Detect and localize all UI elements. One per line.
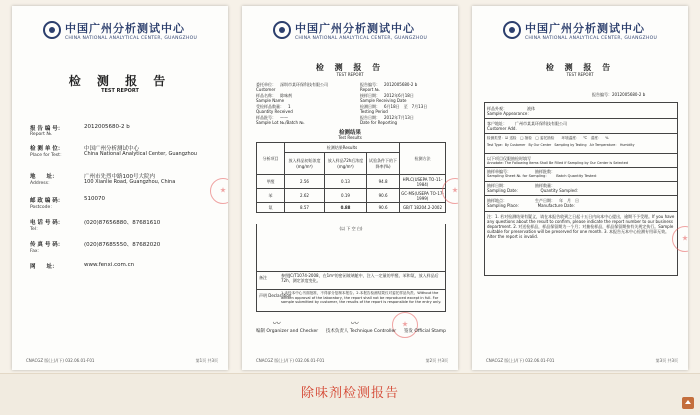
col-header: 试验条件下的下降率(%) (367, 153, 400, 175)
field-report-no: 报 告 编 号： Report №. 2012005680-2 b (30, 124, 130, 137)
col-header: 放入样品72h后浓度 (mg/m³) (324, 153, 366, 175)
blank-note: (以 下 空 白) (339, 226, 363, 231)
report-info-page[interactable] (472, 6, 688, 370)
signature-row (256, 328, 446, 334)
table-row: 氨 8.57 0.88 90.6 GB/T 18204.2-2002 (257, 203, 446, 213)
official-stamp-icon (392, 312, 418, 338)
report-title-en: TEST REPORT (566, 72, 594, 77)
blank-area (256, 224, 446, 272)
field-tel: 电 话 号 码： Tel： (020)87656880、87681610 (30, 220, 161, 232)
center-emblem-icon (273, 21, 291, 39)
report-cover-page[interactable] (12, 6, 228, 370)
table-row: 苯 2.62 0.19 90.6 GC-MS(USEPA TO-17-1999) (257, 189, 446, 203)
col-header: 分析项目 (257, 143, 285, 175)
page-number: 第2页 共3页 (425, 358, 448, 363)
table-row: 甲醛 2.56 0.13 94.8 HPLC(USEPA TO-11-1984) (257, 175, 446, 189)
page-footer: CNACGZ 版(上)/(下) 032.06.01-F01 (256, 358, 325, 363)
col-header: 检测方法 (400, 143, 446, 175)
declaration-text: 1.未经本中心书面批准，不得部分复制本报告。2.本报告检测结果仅对委托样品负责。Without the written approval of the laboratory, the report shall not be reproduced except in full. For sample submitted by customer, the results of the report is responsible for the entry only. (281, 291, 442, 305)
results-table (256, 142, 446, 213)
field-fax: 传 真 号 码： Fax： (020)87685550、87682020 (30, 242, 161, 254)
report-title-cn: 检 测 报 告 (315, 62, 385, 72)
page-number: 第3页 共3页 (655, 358, 678, 363)
page-number: 第1页 共3页 (195, 358, 218, 363)
field-address: 地 址： Address： 广州市先烈中路100号大院内 100 Xianlie Road, Guangzhou, China (30, 174, 176, 186)
remark-text: 参照JC/T1074-2008，在1m³的密闭玻璃舱中，注入一定量的甲醛、苯和氨，放入样品后72h，测定浓度变化。 (281, 273, 439, 283)
center-emblem-icon (43, 21, 61, 39)
signature-icon: 〰 (350, 319, 358, 328)
signature-icon: 〰 (272, 319, 280, 328)
remarks-text: 注：1. 若对检测结果有疑义，请在本报告收到之日起十五日内向本中心提出，逾期不予受理。If you have any questions about the result to confirm, please indicate the report number to our business department. 2. 对送检样品，样品保留期为一个月；对抽检样品，样品保留期按有关规定执行。Sample suitable for preservation will be preserved for one month. 3. 本报告无本中心检测专用章无效。Alter the report is invalid. (487, 214, 675, 239)
remark-box (256, 272, 446, 290)
center-logo: 中国广州分析测试中心 CHINA NATIONAL ANALYTICAL CENTER, GUANGZHOU (472, 18, 688, 42)
field-postcode: 邮 政 编 码： Postcode： 510070 (30, 196, 105, 210)
report-results-page[interactable]: 中国广州分析测试中心 CHINA NATIONAL ANALYTICAL CENTER, GUANGZHOU 检 测 报 告 TEST REPORT 委托单位： 深圳市某环保科技有限公司 Customer 样品名称： 除味剂 Sample Name 受检样品数量： 1 Quantity Received 样品批号： —— Sample Lot №./Batch №. 报告编号： 2012005680-2 b Report №. 接样日期： 2012年6月18日 Sample Receiving Date 检测日期： 6月18日 至 7月13日 Testing Period 报告日期： 2012年7月13日 Date for Reporting 检测结果 Test Results 分析项目 检测结果Results 检测方法 放入样品初始浓度 (mg/m³) 放入样品72h后浓度 (mg/m³) 试验条件下的下降率(%) 甲醛 2.56 0.13 94.8 HPLC(USEPA TO-11-1984) 苯 2.62 0.19 90.6 GC-MS(USEPA TO-17-1999) 氨 8.57 0.88 90.6 GB/T 18204.2-2002 (以 下 空 白) 备注 参照JC/T1074-2008，在1m³的密闭玻璃舱中，注入一定量的甲醛、苯和氨，放入样品后72h，测定浓度变化。 声明 Declaration 1.未经本中心书面批准，不得部分复制本报告。2.本报告检测结果仅对委托样品负责。Without the written approval of the laboratory, the report shall not be reproduced except in full. For sample submitted by customer, the results of the report is responsible for the entry only. 〰 〰 编制 Organizer and Checker 技术负责人 Technique Controller 签发 Official Stamp CNACGZ 版(上)/(下) 032.06.01-F01 第2页 共3页 (242, 6, 458, 370)
field-test-place: 检 测 单 位： Place for Test： 中国广州分析测试中心 China National Analytical Center, Guangzhou (30, 146, 197, 158)
logo-name-cn: 中国广州分析测试中心 (64, 21, 185, 35)
center-emblem-icon (503, 21, 521, 39)
col-header: 放入样品初始浓度 (mg/m³) (285, 153, 325, 175)
report-title-cn: 检 测 报 告 (68, 74, 172, 88)
remarks-box (484, 212, 678, 276)
center-logo (12, 18, 228, 42)
results-title-en: Test Results (338, 135, 362, 140)
report-title-cn: 检 测 报 告 (545, 62, 615, 72)
scroll-top-icon[interactable] (682, 397, 694, 409)
sample-info-box: 样品外观： 液体 Sample Appearance： 客户地址： 广州市某某环保科技有限公司 Customer Add. 检测类型：☑ 送检 □ 抽检 □ 委托抽检 环境温度： ℃ 湿度： % Test Type：By Customer By Our Center Sampling by Testing Air Temperature： Humidity 以下项目仅限抽检时填写 Annotate: The Following Items Shall Be Filled if Sampling by Our Center is Selected 抽样单编号： 抽样批数： Sampling Sheet №. for Sampling： Batch Quantity Tested： 抽样日期： 抽样数量： Sampling Date： Quantity Sampled： 抽样地点： 生产日期： 年 月 日 Sampling Place： Manufacture Date： (484, 102, 678, 212)
col-group-header: 检测结果Results (285, 143, 400, 153)
page-footer: CNACGZ 版(上)/(下) 032.06.01-F01 (486, 358, 555, 363)
sign-technique: 技术负责人 Technique Controller (325, 329, 397, 334)
remark-label: 备注 (259, 275, 267, 280)
report-title-en: TEST REPORT (336, 72, 364, 77)
caption-bar (0, 373, 700, 415)
declaration-label: 声明 Declaration (259, 293, 292, 298)
report-ref: 报告编号：2012005680-2 b (592, 92, 646, 97)
report-title-en: TEST REPORT (101, 88, 139, 94)
center-logo: 中国广州分析测试中心 CHINA NATIONAL ANALYTICAL CENTER, GUANGZHOU (242, 18, 458, 42)
results-title: 检测结果 (338, 130, 361, 136)
field-website: 网 址： www.fenxi.com.cn (30, 262, 135, 270)
page-footer: CNACGZ 版(上)/(下) 032.06.01-F01 (26, 358, 95, 363)
declaration-box (256, 290, 446, 312)
logo-name-en: CHINA NATIONAL ANALYTICAL CENTER, GUANGZHOU (64, 35, 198, 41)
sign-organizer: 编制 Organizer and Checker (256, 329, 319, 334)
gallery-caption: 除味剂检测报告 (300, 386, 399, 401)
sign-official: 签发 Official Stamp (403, 329, 446, 334)
